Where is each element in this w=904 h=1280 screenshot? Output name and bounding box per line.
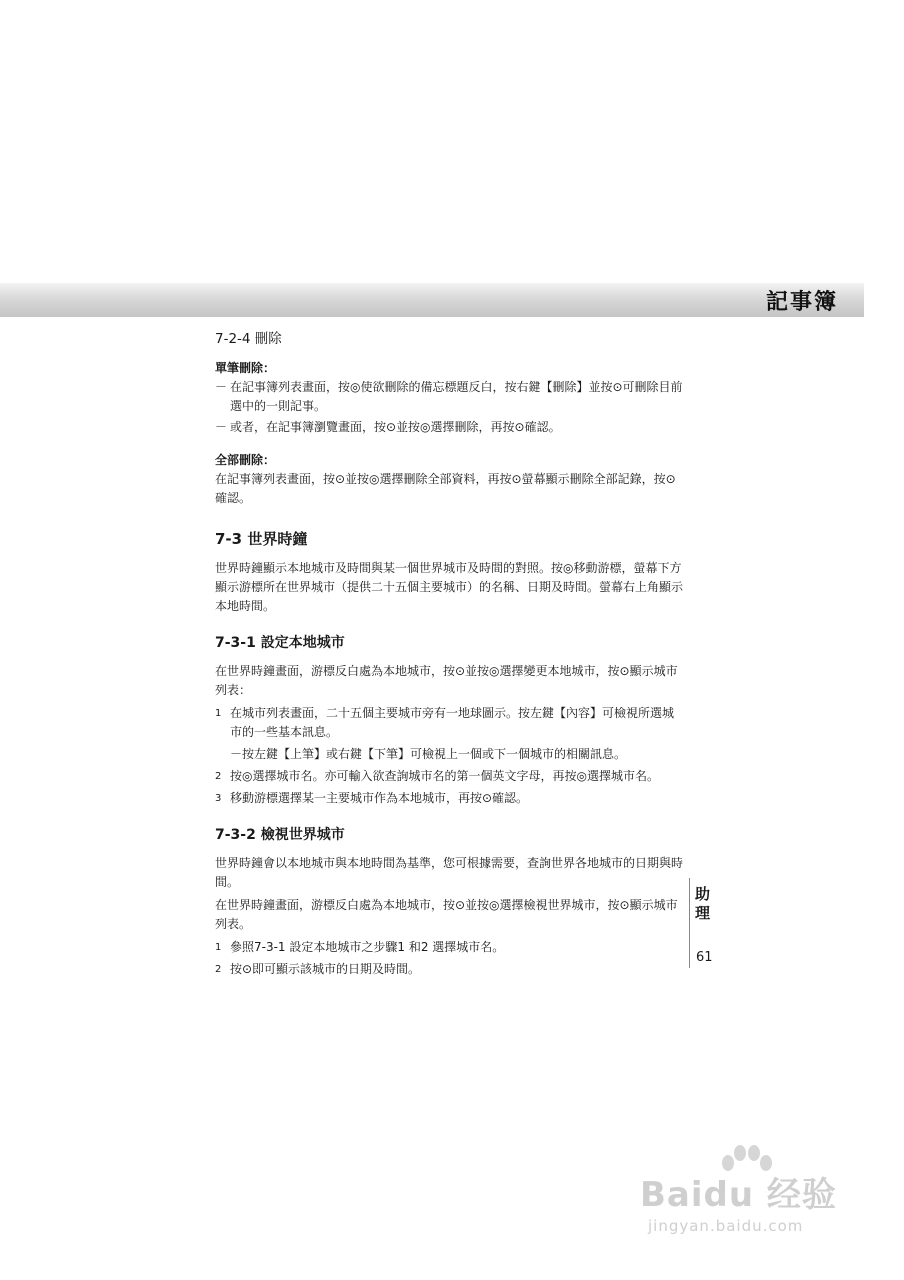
baidu-watermark: [640, 1145, 870, 1245]
list-item-text: 或者，在記事簿瀏覽畫面，按⊙並按◎選擇刪除，再按⊙確認。: [230, 420, 561, 434]
section-7-3-2-intro2: 在世界時鐘畫面，游標反白處為本地城市，按⊙並按◎選擇檢視世界城市，按⊙顯示城市列表。: [215, 898, 678, 931]
list-item: [215, 418, 685, 437]
list-item-text: 在城市列表畫面，二十五個主要城市旁有一地球圖示。按左鍵【內容】可檢視所選城市的一些基本訊息。: [230, 706, 675, 739]
section-7-3-1-intro: 在世界時鐘畫面，游標反白處為本地城市，按⊙並按◎選擇變更本地城市，按⊙顯示城市列表：: [215, 664, 678, 697]
watermark-brand: Baidu 经验: [640, 1175, 837, 1215]
item-number: 1: [215, 942, 222, 953]
item-number: 2: [215, 771, 222, 782]
section-7-3-intro: 世界時鐘顯示本地城市及時間與某一個世界城市及時間的對照。按◎移動游標，螢幕下方顯示游標所在世界城市（提供二十五個主要城市）的名稱、日期及時間。螢幕右上角顯示本地時間。: [215, 561, 684, 613]
all-delete-text: 在記事簿列表畫面，按⊙並按◎選擇刪除全部資料，再按⊙螢幕顯示刪除全部記錄，按⊙確認。: [215, 472, 676, 505]
list-item: [215, 960, 685, 979]
section-7-3-title: 7-3 世界時鐘: [215, 530, 308, 548]
section-7-2-4-title: 7-2-4 刪除: [215, 331, 282, 347]
list-item-text: 按◎選擇城市名。亦可輸入欲查詢城市名的第一個英文字母，再按◎選擇城市名。: [230, 769, 659, 783]
list-item: [215, 767, 685, 786]
dash-marker: －: [215, 380, 228, 394]
list-item-subnote: －按左鍵【上筆】或右鍵【下筆】可檢視上一個或下一個城市的相關訊息。: [230, 747, 627, 761]
dash-marker: －: [215, 420, 228, 434]
chapter-title: 記事簿: [765, 290, 838, 315]
item-number: 1: [215, 708, 222, 719]
list-item-text: 移動游標選擇某一主要城市作為本地城市，再按⊙確認。: [230, 791, 529, 805]
list-item: [215, 378, 685, 416]
list-item: [215, 789, 685, 808]
chapter-header-band: [0, 283, 864, 317]
side-divider: [689, 878, 690, 968]
list-item-text: 參照7-3-1 設定本地城市之步驟1 和2 選擇城市名。: [230, 940, 505, 954]
section-7-3-2-title: 7-3-2 檢視世界城市: [215, 827, 345, 843]
page-number: 61: [696, 950, 713, 965]
page-content: [215, 330, 685, 982]
list-item-text: 在記事簿列表畫面，按◎使欲刪除的備忘標題反白，按右鍵【刪除】並按⊙可刪除目前選中的一則記事。: [230, 380, 683, 413]
item-number: 3: [215, 793, 222, 804]
single-delete-label: 單筆刪除：: [215, 361, 276, 375]
section-7-3-2-intro1: 世界時鐘會以本地城市與本地時間為基準，您可根據需要，查詢世界各地城市的日期與時間。: [215, 856, 684, 889]
list-item-text: 按⊙即可顯示該城市的日期及時間。: [230, 962, 421, 976]
list-item: [215, 938, 685, 957]
item-number: 2: [215, 964, 222, 975]
section-7-3-1-title: 7-3-1 設定本地城市: [215, 635, 345, 651]
side-section-label: 助理: [695, 885, 711, 922]
list-item: [215, 704, 685, 742]
watermark-url: jingyan.baidu.com: [648, 1217, 804, 1235]
all-delete-label: 全部刪除：: [215, 453, 276, 467]
